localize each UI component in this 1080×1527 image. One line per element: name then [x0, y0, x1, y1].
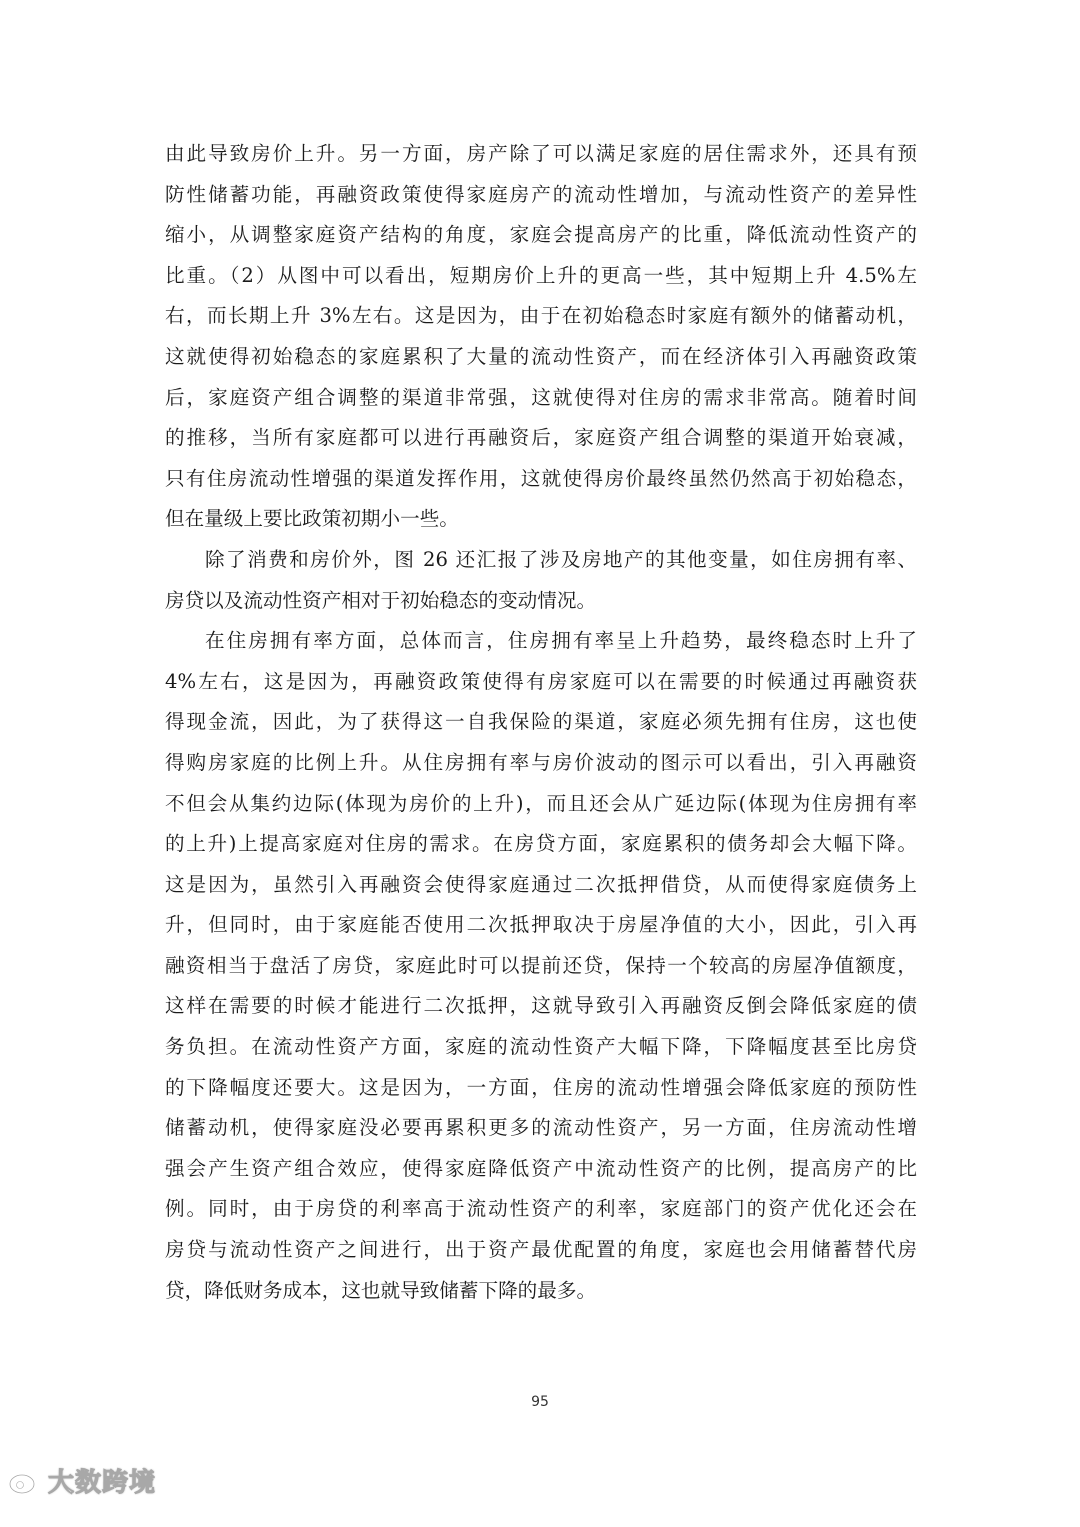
text-line: 融资相当于盘活了房贷，家庭此时可以提前还贷，保持一个较高的房屋净值额度，: [165, 953, 917, 977]
text-line: 不但会从集约边际(体现为房价的上升)，而且还会从广延边际(体现为住房拥有率: [165, 791, 917, 815]
text-line: 的推移，当所有家庭都可以进行再融资后，家庭资产组合调整的渠道开始衰减，: [165, 426, 917, 450]
watermark: [8, 1462, 156, 1499]
text-line: 在住房拥有率方面，总体而言，住房拥有率呈上升趋势，最终稳态时上升了: [205, 629, 917, 653]
text-line: 除了消费和房价外，图 26 还汇报了涉及房地产的其他变量，如住房拥有率、: [205, 547, 917, 571]
text-line: 强会产生资产组合效应，使得家庭降低资产中流动性资产的比例，提高房产的比: [165, 1156, 917, 1180]
body-text: [165, 134, 917, 1311]
text-line: 缩小，从调整家庭资产结构的角度，家庭会提高房产的比重，降低流动性资产的: [165, 223, 917, 247]
text-line: 由此导致房价上升。另一方面，房产除了可以满足家庭的居住需求外，还具有预: [165, 142, 917, 165]
text-line: 后，家庭资产组合调整的渠道非常强，这就使得对住房的需求非常高。随着时间: [165, 385, 917, 409]
weibo-logo-icon: [8, 1467, 42, 1495]
text-line: 比重。（2）从图中可以看出，短期房价上升的更高一些，其中短期上升 4.5%左: [165, 263, 917, 287]
text-line: 这是因为，虽然引入再融资会使得家庭通过二次抵押借贷，从而使得家庭债务上: [165, 872, 917, 896]
text-line: 这样在需要的时候才能进行二次抵押，这就导致引入再融资反倒会降低家庭的债: [165, 994, 917, 1018]
text-line: 防性储蓄功能，再融资政策使得家庭房产的流动性增加，与流动性资产的差异性: [165, 182, 917, 206]
text-line: 只有住房流动性增强的渠道发挥作用，这就使得房价最终虽然仍然高于初始稳态，: [165, 466, 917, 490]
text-line: 这就使得初始稳态的家庭累积了大量的流动性资产，而在经济体引入再融资政策: [165, 344, 917, 368]
text-line: 右，而长期上升 3%左右。这是因为，由于在初始稳态时家庭有额外的储蓄动机，: [165, 304, 917, 328]
text-line: 贷，降低财务成本，这也就导致储蓄下降的最多。: [165, 1278, 597, 1302]
text-line: 务负担。在流动性资产方面，家庭的流动性资产大幅下降，下降幅度甚至比房贷: [165, 1035, 917, 1059]
text-line: 例。同时，由于房贷的利率高于流动性资产的利率，家庭部门的资产优化还会在: [165, 1197, 917, 1221]
text-line: 4%左右，这是因为，再融资政策使得有房家庭可以在需要的时候通过再融资获: [165, 669, 917, 693]
text-line: 储蓄动机，使得家庭没必要再累积更多的流动性资产，另一方面，住房流动性增: [165, 1116, 917, 1140]
text-line: 的上升)上提高家庭对住房的需求。在房贷方面，家庭累积的债务却会大幅下降。: [165, 832, 917, 856]
text-line: 得购房家庭的比例上升。从住房拥有率与房价波动的图示可以看出，引入再融资: [165, 750, 917, 774]
text-line: 得现金流，因此，为了获得这一自我保险的渠道，家庭必须先拥有住房，这也使: [165, 710, 917, 734]
text-line: 的下降幅度还要大。这是因为，一方面，住房的流动性增强会降低家庭的预防性: [165, 1075, 917, 1099]
text-line: 但在量级上要比政策初期小一些。: [165, 507, 459, 531]
page-number: 95: [531, 1394, 549, 1410]
watermark-text: 大数跨境: [48, 1468, 157, 1498]
text-line: 房贷与流动性资产之间进行，出于资产最优配置的角度，家庭也会用储蓄替代房: [165, 1238, 917, 1262]
text-line: 升，但同时，由于家庭能否使用二次抵押取决于房屋净值的大小，因此，引入再: [165, 913, 917, 937]
text-line: 房贷以及流动性资产相对于初始稳态的变动情况。: [165, 588, 597, 612]
